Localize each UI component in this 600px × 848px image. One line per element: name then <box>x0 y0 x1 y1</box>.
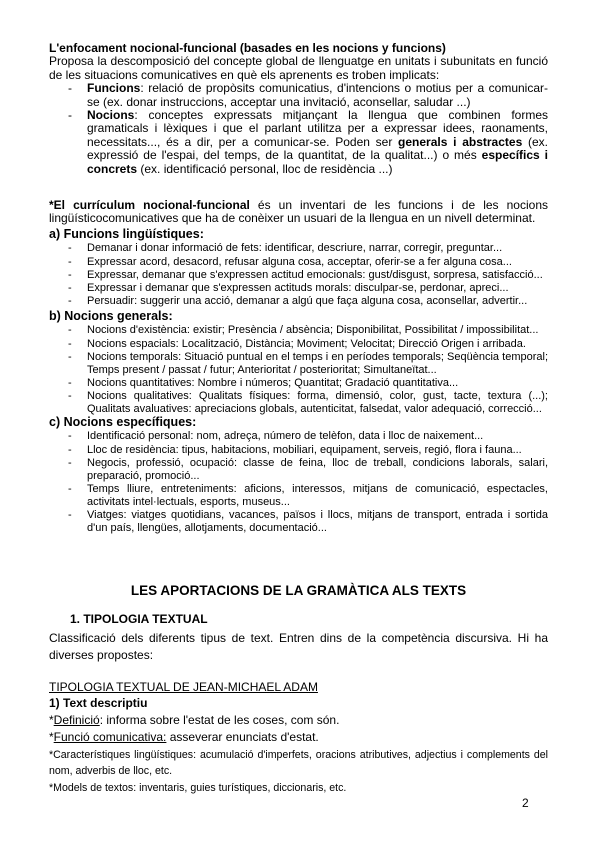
type-heading: 1) Text descriptiu <box>49 696 148 710</box>
list-item: - Identificació personal: nom, adreça, número de telèfon, data i lloc de naixement... <box>87 430 548 443</box>
section-b <box>49 310 548 416</box>
list-item: - Persuadir: suggerir una acció, demanar a algú que faça alguna cosa, aconsellar, advertir... <box>87 295 548 308</box>
list-item <box>87 109 548 176</box>
definition: : relació de propòsits comunicatius, d'intencions o motius per a comunicar-se (ex. donar instruccions, acceptar una invitació, aconsellar, saludar ...) <box>87 81 548 109</box>
list-item: - Lloc de residència: tipus, habitacions, mobiliari, equipament, serveis, regió, flora i fauna... <box>87 444 548 457</box>
models-line: *Models de textos: inventaris, guies turístiques, diccionaris, etc. <box>49 782 347 794</box>
list-item: - Nocions espacials: Localització, Distància; Moviment; Velocitat; Direcció Origen i arribada. <box>87 338 548 351</box>
term: Nocions <box>87 108 135 123</box>
curriculum-term: *El currículum nocional-funcional <box>49 198 250 212</box>
list-item: - Expressar acord, desacord, refusar alguna cosa, acceptar, oferir-se a fer alguna cosa... <box>87 256 548 269</box>
definition-label: Definició <box>53 713 100 727</box>
section-c <box>49 416 548 535</box>
function-line: *Funció comunicativa: asseverar enunciats d'estat. <box>49 730 319 744</box>
grammar-subtitle: 1. TIPOLOGIA TEXTUAL <box>70 612 208 626</box>
section-a <box>49 228 548 308</box>
list-item: - Nocions quantitatives: Nombre i números; Quantitat; Gradació quantitativa... <box>87 377 548 390</box>
grammar-paragraph: Classificació dels diferents tipus de text. Entren dins de la competència discursiva. Hi ha diverses propostes: <box>49 631 548 662</box>
list-item <box>87 82 548 109</box>
adam-title: TIPOLOGIA TEXTUAL DE JEAN-MICHAEL ADAM <box>49 680 318 694</box>
definition: : conceptes expressats mitjançant la llengua que combinen formes gramaticals i lèxiques i que el parlant utilitza per a expressar idees, raonaments, necessitats..., és a dir, per a comunicar-se. Poden ser <box>87 108 548 149</box>
list-item: - Demanar i donar informació de fets: identificar, descriure, narrar, corregir, preguntar... <box>87 242 548 255</box>
definition: (ex. expressió de l'espai, del temps, de la quantitat, de la qualitat...) o més <box>87 134 548 163</box>
section-heading: b) Nocions generals: <box>49 309 173 323</box>
intro-title: L'enfocament nocional-funcional (basades en les nocions y funcions) <box>49 41 446 55</box>
list-item: - Negocis, professió, ocupació: classe de feina, lloc de treball, condicions laborals, salari, preparació, promoció... <box>87 457 548 483</box>
term: Funcions <box>87 81 141 96</box>
list-item: - Nocions qualitatives: Qualitats físiques: forma, dimensió, color, gust, tacte, textura (...); Qualitats avaluatives: apreciacions globals, autenticitat, falsedat, valor adequació, correcció... <box>87 390 548 416</box>
intro-block <box>49 42 548 176</box>
function-text: asseverar enunciats d'estat. <box>166 730 319 744</box>
grammar-title: LES APORTACIONS DE LA GRAMÀTICA ALS TEXTS <box>130 583 467 598</box>
section-heading: c) Nocions específiques: <box>49 415 197 429</box>
intro-bullets <box>49 82 548 176</box>
features-line: *Característiques lingüístiques: acumulació d'imperfets, oracions atributives, adjectius i complements del nom, adverbis de lloc, etc. <box>49 749 548 777</box>
function-label: Funció comunicativa: <box>53 730 167 744</box>
curriculum-text: és un inventari de les funcions i de les nocions lingüísticocomunicatives que ha de conèixer un usuari de la llengua en un nivell determinat. <box>49 198 548 226</box>
list-item: - Expressar, demanar que s'expressen actitud emocionals: gust/disgust, sorpresa, satisfacció... <box>87 269 548 282</box>
curriculum-paragraph <box>49 199 548 226</box>
list-item: - Nocions d'existència: existir; Presència / absència; Disponibilitat, Possibilitat / impossibilitat... <box>87 324 548 337</box>
list-item: - Temps lliure, entreteniments: aficions, interessos, mitjans de comunicació, espectacles, activitats intel·lectuals, esports, museus... <box>87 483 548 509</box>
definition-line: *Definició: informa sobre l'estat de les coses, com són. <box>49 713 340 727</box>
definition-text: : informa sobre l'estat de les coses, com són. <box>99 713 340 727</box>
page-number: 2 <box>522 796 529 810</box>
section-heading: a) Funcions lingüístiques: <box>49 227 204 241</box>
list-item: - Nocions temporals: Situació puntual en el temps i en períodes temporals; Seqüència temporal; Temps present / passat / futur; Anterioritat / posterioritat; Simultaneïtat... <box>87 351 548 377</box>
definition: (ex. identificació personal, lloc de residència ...) <box>137 161 393 176</box>
emphasis: generals i abstractes <box>398 134 523 149</box>
list-item: - Viatges: viatges quotidians, vacances, països i llocs, mitjans de transport, entrada i sortida d'un país, llengües, allotjaments, documentació... <box>87 509 548 535</box>
list-item: - Expressar i demanar que s'expressen actituds morals: disculpar-se, perdonar, apreci... <box>87 282 548 295</box>
emphasis: específics i concrets <box>87 148 548 176</box>
intro-paragraph: Proposa la descomposició del concepte global de llenguatge en unitats i subunitats en funció de les situacions comunicatives en què els aprenents es troben implicats: <box>49 54 548 82</box>
